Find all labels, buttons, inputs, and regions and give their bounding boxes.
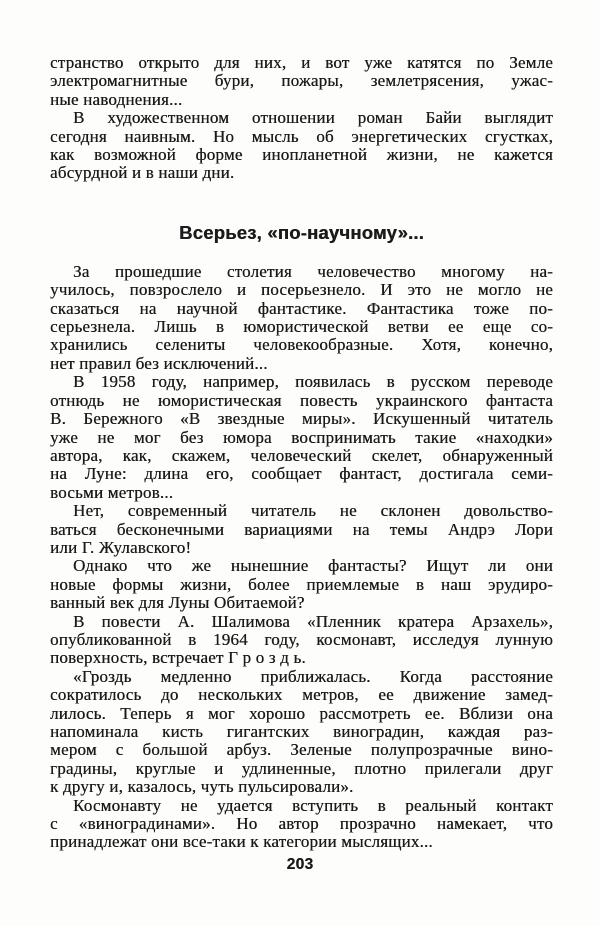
paragraph (50, 797, 553, 852)
text-line: отнюдь не юмористическая повесть украинского фантаста (50, 390, 553, 410)
text-line: градины, круглые и удлиненные, плотно прилегали друг (50, 758, 553, 778)
paragraph (50, 668, 553, 797)
text-line: хранились селениты человекообразные. Хотя, конечно, (50, 335, 553, 355)
text-line: За прошедшие столетия человечество многому на- (73, 261, 553, 281)
text-line: нет правил без исключений... (50, 353, 268, 373)
text-line: абсурдной и в наши дни. (50, 163, 235, 183)
text-line: ваться бесконечными вариациями на темы Андрэ Лори (50, 519, 553, 539)
text-line: с «виноградинами». Но автор прозрачно намекает, что (50, 814, 553, 834)
text-line: новые формы жизни, более приемлемые в наш эрудиро- (50, 574, 553, 594)
paragraph (50, 502, 553, 557)
text-line: принадлежат они все-таки к категории мыслящих... (50, 832, 433, 852)
text-line: на Луне: длина его, сообщает фантаст, достигала семи- (50, 464, 553, 484)
text-line: сократилось до нескольких метров, ее движение замед- (50, 685, 553, 705)
text-line: В повести А. Шалимова «Пленник кратера Арзахель», (73, 611, 553, 631)
paragraph (50, 613, 553, 668)
text-line: опубликованной в 1964 году, космонавт, исследуя лунную (50, 629, 553, 649)
text-line: напоминала кисть гигантских виноградин, каждая раз- (50, 722, 553, 741)
text-line: сегодня наивным. Но мысль об энергетических сгустках, (50, 126, 553, 146)
text-line: Космонавту не удается вступить в реальный контакт (73, 795, 553, 815)
text-line: лилось. Теперь я мог хорошо рассмотреть ее. Вблизи она (50, 703, 553, 723)
text-line: электромагнитные бури, пожары, землетрясения, ужас- (50, 71, 553, 91)
text-line: странство открыто для них, и вот уже катятся по Земле (50, 53, 553, 72)
text-line: к другу и, казалось, чуть пульсировали». (50, 777, 354, 797)
paragraphs-after-heading (50, 263, 553, 852)
text-line: как возможной форме инопланетной жизни, не кажется (50, 145, 553, 165)
paragraphs-before-heading (50, 54, 553, 183)
text-line: восьми метров... (50, 482, 174, 502)
text-line: мером с большой арбуз. Зеленые полупрозрачные вино- (50, 740, 553, 760)
text-line: Однако что же нынешние фантасты? Ищут ли они (73, 556, 553, 576)
text-line: «Гроздь медленно приближалась. Когда расстояние (73, 666, 553, 686)
text-block (50, 54, 553, 852)
paragraph (50, 109, 553, 183)
paragraph (50, 54, 553, 109)
paragraph (50, 557, 553, 612)
text-line: В художественном отношении роман Байи выглядит (73, 108, 553, 128)
page-number: 203 (286, 856, 314, 873)
paragraph (50, 263, 553, 373)
text-line: училось, повзрослело и посерьезнело. И это не могло не (50, 280, 553, 300)
text-line: ные наводнения... (50, 89, 183, 109)
paragraph (50, 373, 553, 502)
text-line: серьезнела. Лишь в юмористической ветви ее еще со- (50, 317, 553, 337)
text-line: сказаться на научной фантастике. Фантастика тоже по- (50, 298, 553, 318)
text-line: В. Бережного «В звездные миры». Искушенный читатель (50, 409, 553, 429)
section-heading: Всерьез, «по-научному»... (179, 221, 424, 243)
text-line: автора, как, скажем, человеческий скелет, обнаруженный (50, 445, 553, 465)
text-line: уже не мог без юмора воспринимать такие «находки» (50, 427, 553, 447)
text-line: В 1958 году, например, появилась в русском переводе (73, 372, 553, 392)
text-line: Нет, современный читатель не склонен довольство- (73, 501, 553, 521)
text-line: или Г. Жулавского! (50, 537, 192, 557)
text-line: ванный век для Луны Обитаемой? (50, 593, 305, 613)
text-line: поверхность, встречает Г р о з д ь. (50, 648, 306, 668)
